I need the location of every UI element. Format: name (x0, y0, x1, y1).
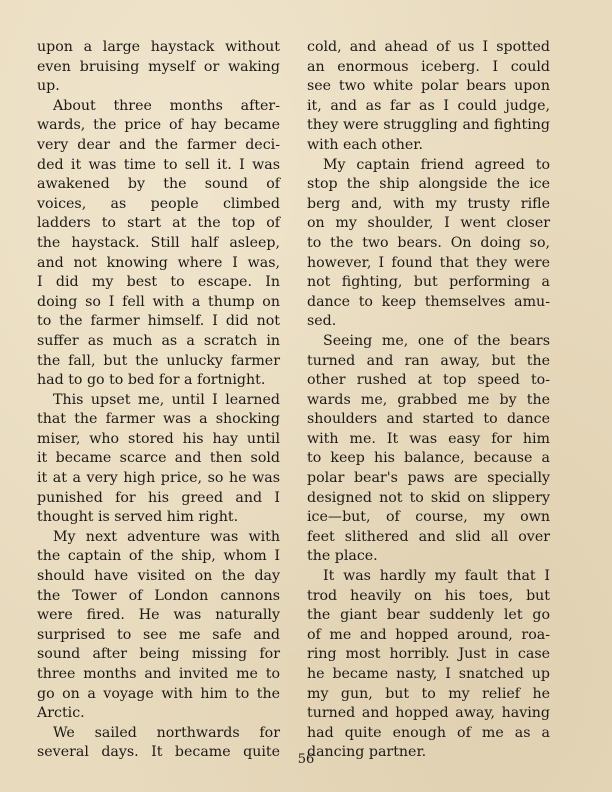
text-line: We sailed northwards for (53, 724, 280, 741)
text-line: Arctic. (37, 705, 85, 722)
text-line: stop the ship alongside the ice (307, 176, 550, 193)
text-line: of me and hopped around, roa- (307, 626, 550, 643)
text-line: shoulders and started to dance (307, 411, 550, 428)
text-line: three months and invited me to (37, 666, 280, 682)
text-line: and not knowing where I was, (37, 254, 280, 271)
text-line: cold, and ahead of us I spotted (307, 39, 550, 55)
text-line: sed. (307, 313, 337, 330)
text-line: several days. It became quite (37, 744, 280, 761)
text-line: not fighting, but performing a (307, 274, 550, 291)
text-line: trod heavily on his toes, but (307, 587, 550, 604)
text-line: dance to keep themselves amu- (307, 293, 550, 310)
text-line: the haystack. Still half asleep, (37, 234, 280, 251)
text-line: with me. It was easy for him (307, 430, 550, 447)
text-line: turned and hopped away, having (307, 705, 550, 722)
text-line: however, I found that they were (307, 254, 550, 271)
text-line: the captain of the ship, whom I (37, 548, 280, 565)
text-line: go on a voyage with him to the (37, 685, 280, 702)
text-line: This upset me, until I learned (53, 391, 280, 408)
text-line: feet slithered and slid all over (307, 528, 550, 545)
text-line: very dear and the farmer deci- (37, 136, 280, 153)
text-line: Seeing me, one of the bears (323, 332, 550, 349)
text-line: ice—but, of course, my own (307, 509, 550, 526)
text-line: berg and, with my trusty rifle (307, 195, 550, 212)
text-line: My next adventure was with (53, 528, 280, 545)
text-line: the fall, but the unlucky farmer (37, 352, 280, 369)
text-line: see two white polar bears upon (307, 78, 550, 95)
text-line: dancing partner. (307, 744, 427, 761)
text-line: should have visited on the day (37, 568, 280, 585)
text-line: designed not to skid on slippery (307, 489, 550, 506)
text-line: miser, who stored his hay until (37, 430, 280, 447)
text-line: an enormous iceberg. I could (307, 58, 550, 75)
text-line: to keep his balance, because a (307, 450, 550, 467)
text-line: the Tower of London cannons (37, 587, 280, 604)
text-line: up. (37, 78, 60, 95)
text-line: polar bear's paws are specially (307, 470, 550, 487)
text-line: even bruising myself or waking (37, 58, 280, 75)
text-line: It was hardly my fault that I (323, 568, 550, 585)
text-line: that the farmer was a shocking (37, 411, 280, 428)
text-line: voices, as people climbed (37, 195, 280, 212)
text-line: ladders to start at the top of (37, 215, 280, 232)
text-line: it became scarce and then sold (37, 450, 280, 467)
text-line: other rushed at top speed to- (307, 372, 550, 389)
text-line: had to go to bed for a fortnight. (37, 372, 266, 389)
text-line: to the two bears. On doing so, (307, 234, 550, 251)
text-line: suffer as much as a scratch in (37, 332, 280, 349)
text-line: it, and as far as I could judge, (307, 97, 550, 114)
text-line: turned and ran away, but the (307, 352, 550, 369)
text-line: the giant bear suddenly let go (307, 607, 550, 624)
text-line: punished for his greed and I (37, 489, 280, 506)
text-line: ring most horribly. Just in case (307, 646, 550, 663)
text-line: upon a large haystack without (37, 39, 280, 55)
text-line: were fired. He was naturally (37, 607, 280, 624)
text-line: it at a very high price, so he was (37, 470, 280, 487)
text-line: the place. (307, 548, 378, 565)
text-line: awakened by the sound of (37, 176, 280, 193)
text-line: ded it was time to sell it. I was (37, 156, 280, 173)
text-line: surprised to see me safe and (37, 626, 280, 643)
text-line: my gun, but to my relief he (307, 685, 550, 702)
text-line: he became nasty, I snatched up (307, 666, 550, 682)
text-line: to the farmer himself. I did not (37, 313, 280, 330)
text-line: had quite enough of me as a (307, 724, 550, 741)
text-line: with each other. (307, 136, 423, 153)
text-line: doing so I fell with a thump on (37, 293, 280, 310)
text-line: sound after being missing for (37, 646, 280, 663)
right-text-column (307, 38, 550, 763)
text-line: wards me, grabbed me by the (307, 391, 550, 408)
text-line: About three months after- (53, 97, 280, 114)
text-line: wards, the price of hay became (37, 117, 280, 134)
text-line: My captain friend agreed to (323, 156, 550, 173)
text-line: they were struggling and fighting (307, 117, 550, 134)
text-line: thought is served him right. (37, 509, 239, 526)
text-line: on my shoulder, I went closer (307, 215, 550, 232)
left-text-column (37, 38, 280, 763)
page-number: 56 (297, 752, 315, 767)
text-line: I did my best to escape. In (37, 274, 280, 291)
